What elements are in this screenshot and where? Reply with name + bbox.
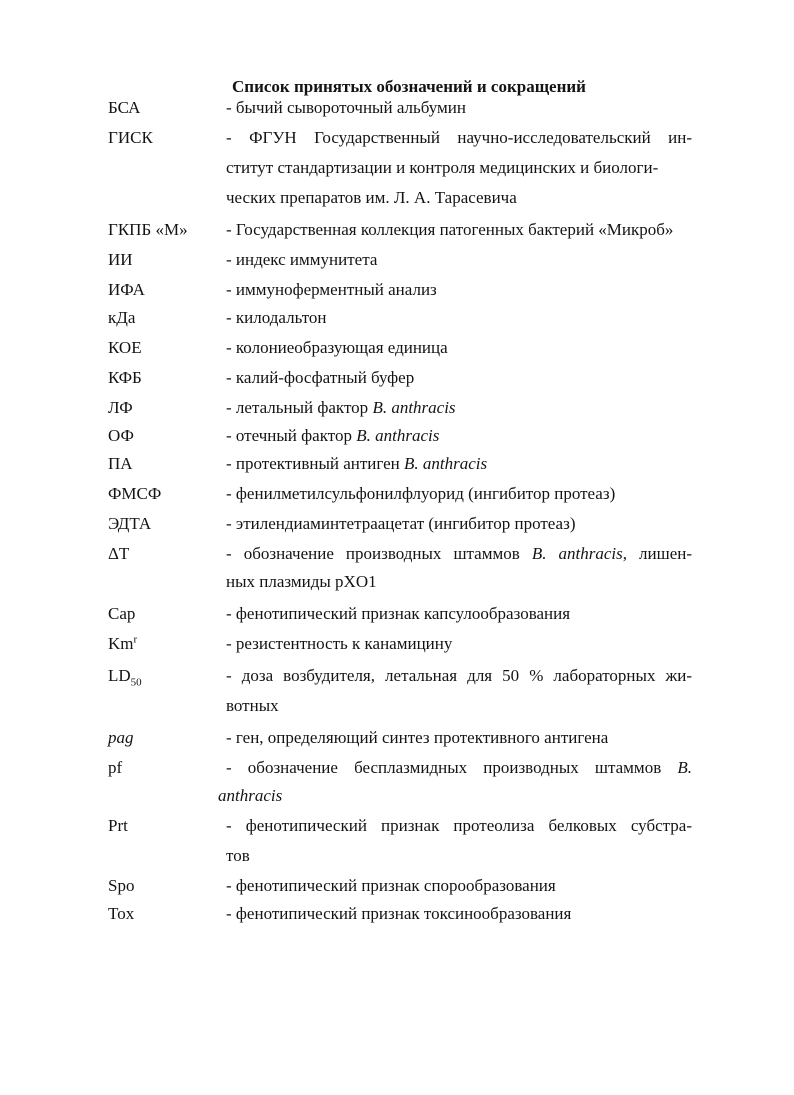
text-segment: ЛФ <box>108 398 133 417</box>
abbreviation-definition <box>226 815 692 837</box>
text-segment: ПА <box>108 454 133 473</box>
text-segment: - фенотипический признак протеолиза белковых субстра- <box>226 816 692 835</box>
text-segment: кДа <box>108 308 136 327</box>
text-segment: Km <box>108 634 134 653</box>
text-segment: B. <box>677 758 692 777</box>
abbreviation-definition <box>226 603 570 625</box>
abbreviation-definition <box>218 785 282 807</box>
abbreviation-definition <box>226 695 279 717</box>
text-segment: - фенотипический признак токсинообразования <box>226 904 572 923</box>
text-segment: - летальный фактор <box>226 398 373 417</box>
abbreviation-term <box>108 249 133 271</box>
text-segment: - фенотипический признак капсулообразования <box>226 604 571 623</box>
abbreviation-term <box>108 513 151 535</box>
abbreviation-definition <box>226 97 466 119</box>
abbreviation-term <box>108 875 134 897</box>
text-segment: , лишен- <box>622 544 693 563</box>
abbreviation-definition <box>226 875 556 897</box>
text-segment: anthracis <box>218 786 283 805</box>
abbreviation-definition <box>226 397 456 419</box>
text-segment: - калий-фосфатный буфер <box>226 368 415 387</box>
abbreviation-term <box>108 603 135 625</box>
text-segment: БСА <box>108 98 141 117</box>
page-title: Список принятых обозначений и сокращений <box>232 77 586 96</box>
abbreviation-term <box>108 483 161 505</box>
abbreviation-term <box>108 279 145 301</box>
abbreviation-term <box>108 727 134 749</box>
abbreviation-term <box>108 633 137 655</box>
text-segment: pag <box>108 728 134 747</box>
text-segment: LD <box>108 666 131 685</box>
text-segment: - ФГУН Государственный научно-исследовательский ин- <box>226 128 692 147</box>
text-segment: 50 <box>130 676 142 689</box>
text-segment: ИФА <box>108 280 145 299</box>
text-segment: ФМСФ <box>108 484 162 503</box>
text-segment: ΔT <box>108 544 130 563</box>
text-segment: - бычий сывороточный альбумин <box>226 98 466 117</box>
text-segment: КФБ <box>108 368 142 387</box>
abbreviation-definition <box>226 307 327 329</box>
abbreviation-term <box>108 307 135 329</box>
abbreviation-definition <box>226 757 692 779</box>
text-segment: - иммуноферментный анализ <box>226 280 437 299</box>
abbreviation-term <box>108 453 133 475</box>
abbreviation-definition <box>226 187 517 209</box>
abbreviation-definition <box>226 513 575 535</box>
text-segment: B. anthracis <box>356 426 440 445</box>
text-segment: - обозначение бесплазмидных производных штаммов <box>226 758 678 777</box>
abbreviation-term <box>108 665 142 687</box>
abbreviation-definition <box>226 845 250 867</box>
abbreviation-definition <box>226 665 692 687</box>
text-segment: тов <box>226 846 250 865</box>
abbreviation-term <box>108 543 129 565</box>
abbreviation-definition <box>226 543 692 565</box>
abbreviation-definition <box>226 727 608 749</box>
text-segment: - килодальтон <box>226 308 327 327</box>
abbreviation-definition <box>226 249 377 271</box>
text-segment: ИИ <box>108 250 133 269</box>
abbreviation-term <box>108 903 134 925</box>
text-segment: r <box>133 633 138 646</box>
text-segment: ГИСК <box>108 128 153 147</box>
abbreviation-term <box>108 337 142 359</box>
abbreviation-definition <box>226 367 414 389</box>
text-segment: ческих препаратов им. Л. А. Тарасевича <box>226 188 517 207</box>
text-segment: - ген, определяющий синтез протективного антигена <box>226 728 609 747</box>
abbreviation-term <box>108 757 122 779</box>
text-segment: - фенилметилсульфонилфлуорид (ингибитор протеаз) <box>226 484 616 503</box>
text-segment: - Государственная коллекция патогенных бактерий «Микроб» <box>226 220 674 239</box>
abbreviation-term <box>108 815 128 837</box>
abbreviation-term <box>108 97 140 119</box>
text-segment: - резистентность к канамицину <box>226 634 453 653</box>
text-segment: КОЕ <box>108 338 142 357</box>
text-segment: - протективный антиген <box>226 454 405 473</box>
text-segment: вотных <box>226 696 279 715</box>
text-segment: pf <box>108 758 123 777</box>
abbreviation-definition <box>226 453 487 475</box>
abbreviation-definition <box>226 157 658 179</box>
text-segment: ЭДТА <box>108 514 152 533</box>
text-segment: - индекс иммунитета <box>226 250 378 269</box>
text-segment: - этилендиаминтетраацетат (ингибитор протеаз) <box>226 514 576 533</box>
text-segment: ститут стандартизации и контроля медицинских и биологи- <box>226 158 659 177</box>
abbreviation-definition <box>226 571 377 593</box>
text-segment: B. anthracis <box>531 544 623 563</box>
text-segment: - обозначение производных штаммов <box>226 544 532 563</box>
abbreviation-term <box>108 425 134 447</box>
text-segment: - отечный фактор <box>226 426 357 445</box>
text-segment: ных плазмиды pXO1 <box>226 572 377 591</box>
abbreviation-definition <box>226 337 448 359</box>
abbreviation-term <box>108 127 153 149</box>
text-segment: ГКПБ «М» <box>108 220 188 239</box>
abbreviation-definition <box>226 279 437 301</box>
abbreviation-definition <box>226 633 452 655</box>
abbreviation-definition <box>226 483 615 505</box>
abbreviation-term <box>108 397 133 419</box>
text-segment: - колониеобразующая единица <box>226 338 448 357</box>
text-segment: - фенотипический признак спорообразования <box>226 876 556 895</box>
abbreviation-term <box>108 219 188 241</box>
abbreviation-definition <box>226 219 673 241</box>
abbreviation-definition <box>226 903 571 925</box>
text-segment: B. anthracis <box>404 454 488 473</box>
text-segment: B. anthracis <box>372 398 456 417</box>
text-segment: Prt <box>108 816 128 835</box>
abbreviation-term <box>108 367 142 389</box>
text-segment: Cap <box>108 604 136 623</box>
abbreviation-definition <box>226 127 692 149</box>
text-segment: Spo <box>108 876 135 895</box>
text-segment: Tox <box>108 904 135 923</box>
abbreviation-definition <box>226 425 439 447</box>
text-segment: ОФ <box>108 426 134 445</box>
text-segment: - доза возбудителя, летальная для 50 % лабораторных жи- <box>226 666 692 685</box>
